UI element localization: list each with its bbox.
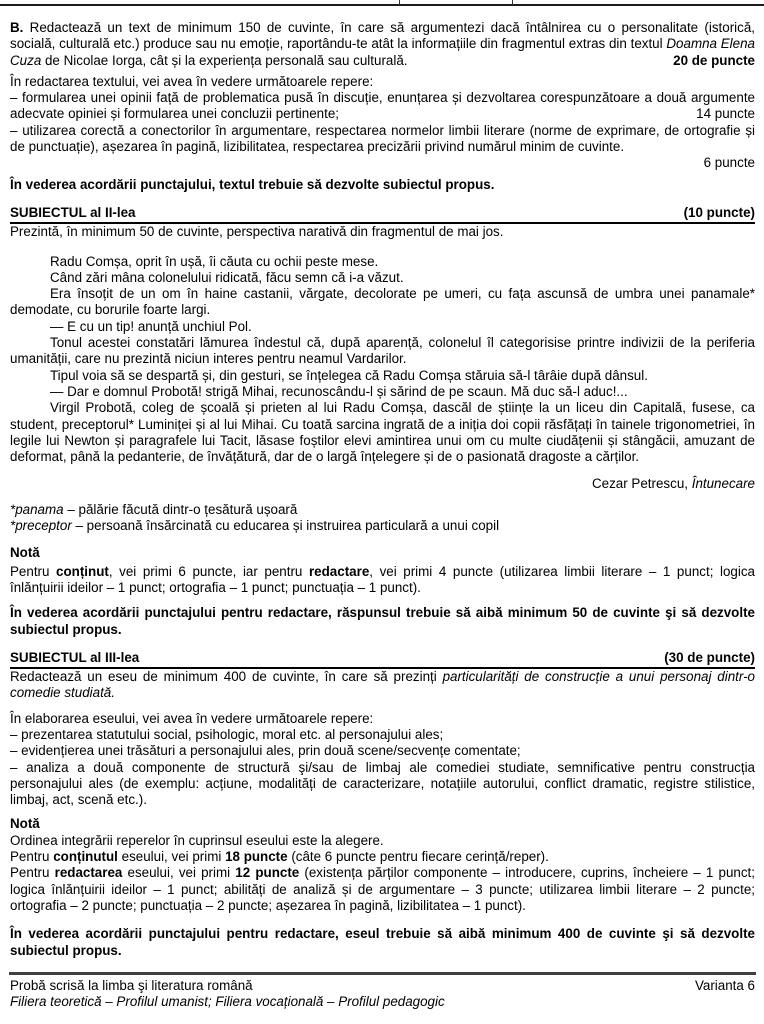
quote-paragraph: — E cu un tip! anunță unchiul Pol. [50, 318, 252, 334]
footer-exam-name: Probă scrisă la limba şi literatura română [10, 977, 253, 993]
footnotes [10, 502, 755, 535]
part-b-points: 20 de puncte [673, 52, 755, 68]
source-title: Doamna Elena Cuza [10, 36, 755, 68]
subject-3-guideline-2: – evidențierea unei trăsături a personajului ales, prin două scene/secvențe comentate; [10, 743, 521, 759]
attribution-work: Întunecare [691, 476, 755, 492]
note-bold: conținut [56, 563, 109, 579]
footer [10, 978, 755, 994]
part-b-task-text: Redactează un text de minimum 150 de cuvinte, în care să argumentezi dacă întâlnirea cu o personalitate (istorică, socială, culturală etc.) produce sau nu emoție, raportându-te atât la informațiile din fragmentul extras din textul [10, 20, 755, 52]
attribution [10, 476, 755, 492]
footnote-term: *preceptor [10, 518, 72, 534]
guideline-1-text: – formularea unei opinii față de problematica pusă în discuție, enunțarea și dezvoltarea corespunzătoare a două argumente adecvate opiniei și formularea unei concluzii pertinente; [10, 90, 755, 122]
note-text: , vei primi 4 puncte (utilizarea limbii literare – 1 punct; logica înlănțuirii ideilor – 1 punct; ortografia – 1 punct; punctuația – 1 punct). [10, 563, 755, 595]
guideline-1-points: 14 puncte [696, 106, 755, 122]
part-b-requirement: În vederea acordării punctajului, textul trebuie să dezvolte subiectul propus. [10, 176, 495, 192]
part-b-task-text-cont: de Nicolae Iorga, cât și la experiența personală sau culturală. [41, 52, 408, 68]
subject-3-guideline-1: – prezentarea statutului social, psihologic, moral etc. al personajului ales; [10, 726, 444, 742]
part-b-guideline-1 [10, 90, 755, 123]
subject-3-header [10, 650, 755, 669]
note-text: eseului, vei primi [117, 849, 226, 865]
subject-3-requirement: În vederea acordării punctajului pentru redactare, eseul trebuie să aibă minimum 400 de cuvinte şi să dezvolte subiectul propus. [10, 926, 755, 958]
header-table-fragment-rule [0, 4, 764, 6]
subject-2-note [10, 564, 755, 597]
subject-2-header [10, 205, 755, 224]
quote-paragraph: Era însoțit de un om în haine castanii, vărgate, decolorate pe umeri, cu fața ascunsă de umbra unei panamale* demodate, cu borurile foarte largi. [10, 286, 755, 318]
part-b-label: B. [10, 20, 24, 35]
note-text: (câte 6 puncte pentru fiecare cerință/reper). [287, 849, 549, 865]
header-table-fragment-divider [399, 0, 400, 5]
note-bold: conținutul [53, 849, 118, 865]
quote-paragraph: Când zări mâna colonelului ridicată, făcu semn că i-a văzut. [50, 269, 404, 285]
subject-3-task-topic: particularități de construcție a unui personaj dintr-o comedie studiată. [10, 669, 755, 701]
subject-2-points: (10 puncte) [683, 204, 755, 220]
footer-variant: Varianta 6 [694, 977, 755, 993]
subject-3-points: (30 de puncte) [664, 649, 755, 665]
note-text: Pentru [10, 563, 57, 579]
note-text: , vei primi 6 puncte, iar pentru [108, 563, 309, 579]
note-text: Pentru [10, 865, 55, 881]
subject-3-title: SUBIECTUL al III-lea [10, 649, 140, 665]
subject-3-task [10, 669, 755, 702]
footnote-term: *panama [10, 501, 64, 517]
subject-3-note-order: Ordinea integrării reperelor în cuprinsul eseului este la alegere. [10, 832, 384, 848]
quote-paragraph: — Dar e domnul Probotă! strigă Mihai, recunoscându-l și sărind de pe scaun. Mă duc să-l aduc!... [50, 383, 628, 399]
part-b-guideline-2: – utilizarea corectă a conectorilor în argumentare, respectarea normelor limbii literare (norme de exprimare, de ortografie și de punctuație), așezarea în pagină, lizibilitatea, respectarea precizării privind numărul minim de cuvinte. [10, 122, 755, 155]
note-bold: redactare [308, 563, 370, 579]
note-text: Pentru [10, 849, 54, 865]
quote-paragraph: Tipul voia să se despartă și, din gesturi, se înțelegea că Radu Comșa stăruia să-l târâie după dânsul. [50, 367, 648, 383]
note-bold: 18 puncte [225, 849, 288, 865]
footnote-panama [10, 502, 755, 518]
subject-3-guidelines-intro: În elaborarea eseului, vei avea în vedere următoarele repere: [10, 710, 374, 726]
footer-separator [9, 972, 756, 975]
subject-2-task: Prezintă, în minimum 50 de cuvinte, perspectiva narativă din fragmentul de mai jos. [10, 224, 504, 240]
subject-2-requirement: În vederea acordării punctajului pentru redactare, răspunsul trebuie să aibă minimum 50 de cuvinte şi să dezvolte subiectul propus. [10, 605, 755, 637]
attribution-author: Cezar Petrescu, [591, 476, 692, 492]
footnote-text: – persoană însărcinată cu educarea și instruirea particulară a unui copil [71, 518, 500, 534]
subject-2-note-heading: Notă [10, 545, 40, 561]
quote-paragraph: Tonul acestei constatări lămurea îndestul că, după aparență, colonelul îl categorisise printre indivizii de la periferia umanității, care nu prezintă niciun interes pentru neamul Vardarilor. [10, 335, 755, 367]
footer-profile-line: Filiera teoretică – Profilul umanist; Filiera vocațională – Profilul pedagogic [10, 994, 445, 1010]
subject-3-note-writing [10, 865, 755, 914]
footnote-text: – pălărie făcută dintr-o țesătură ușoară [63, 501, 298, 517]
quote-paragraph: Radu Comșa, oprit în ușă, îi căuta cu ochii peste mese. [50, 253, 379, 269]
quote-paragraph: Virgil Probotă, coleg de școală și prieten al lui Radu Comșa, dascăl de științe la un liceu din Capitală, fusese, ca student, preceptorul* Luminiței și al lui Mihai. Cu toată sarcina ingrată de a iniția doi copii răsfățați în tainele trigonometriei, în legile lui Newton și paragrafele lui Tacit, lăsase foștilor elevi amintirea unui om cu multe ciudățenii și stângăcii, amuzant de deformat, până la pedanterie, de învățătură, dar de o largă înțelegere și de o pasionată dragoste a cărților. [10, 400, 755, 465]
note-text: eseului, vei primi [122, 865, 236, 881]
part-b-guidelines-intro: În redactarea textului, vei avea în vedere următoarele repere: [10, 73, 374, 89]
subject-3-note-heading: Notă [10, 816, 40, 832]
header-table-fragment-divider [512, 0, 513, 5]
note-text: (existența părților componente – introducere, cuprins, încheiere – 1 punct; logica înlănțuirii ideilor – 1 punct; abilități de analiză și de argumentare – 3 puncte; utilizarea limbii literare – 2 puncte; ortografia – 2 puncte; punctuația – 2 puncte; așezarea în pagină, lizibilitatea – 1 punct). [10, 865, 755, 913]
literary-fragment [10, 254, 755, 466]
subject-3-guideline-3: – analiza a două componente de structură şi/sau de limbaj ale comediei studiate, semnificative pentru construcția personajului ales (de exemplu: acțiune, modalități de caracterizare, notațiile autorului, conflict dramatic, registre stilistice, limbaj, act, scenă etc.). [10, 759, 755, 808]
note-bold: redactarea [54, 865, 123, 881]
guideline-2-points: 6 puncte [703, 155, 755, 171]
subject-3-task-text: Redactează un eseu de minimum 400 de cuvinte, în care să prezinți [10, 669, 443, 685]
note-bold: 12 puncte [235, 865, 300, 881]
footnote-preceptor [10, 518, 755, 534]
subject-2-title: SUBIECTUL al II-lea [10, 204, 136, 220]
subject-3-note-content [10, 849, 755, 865]
part-b-task-paragraph [10, 20, 755, 69]
